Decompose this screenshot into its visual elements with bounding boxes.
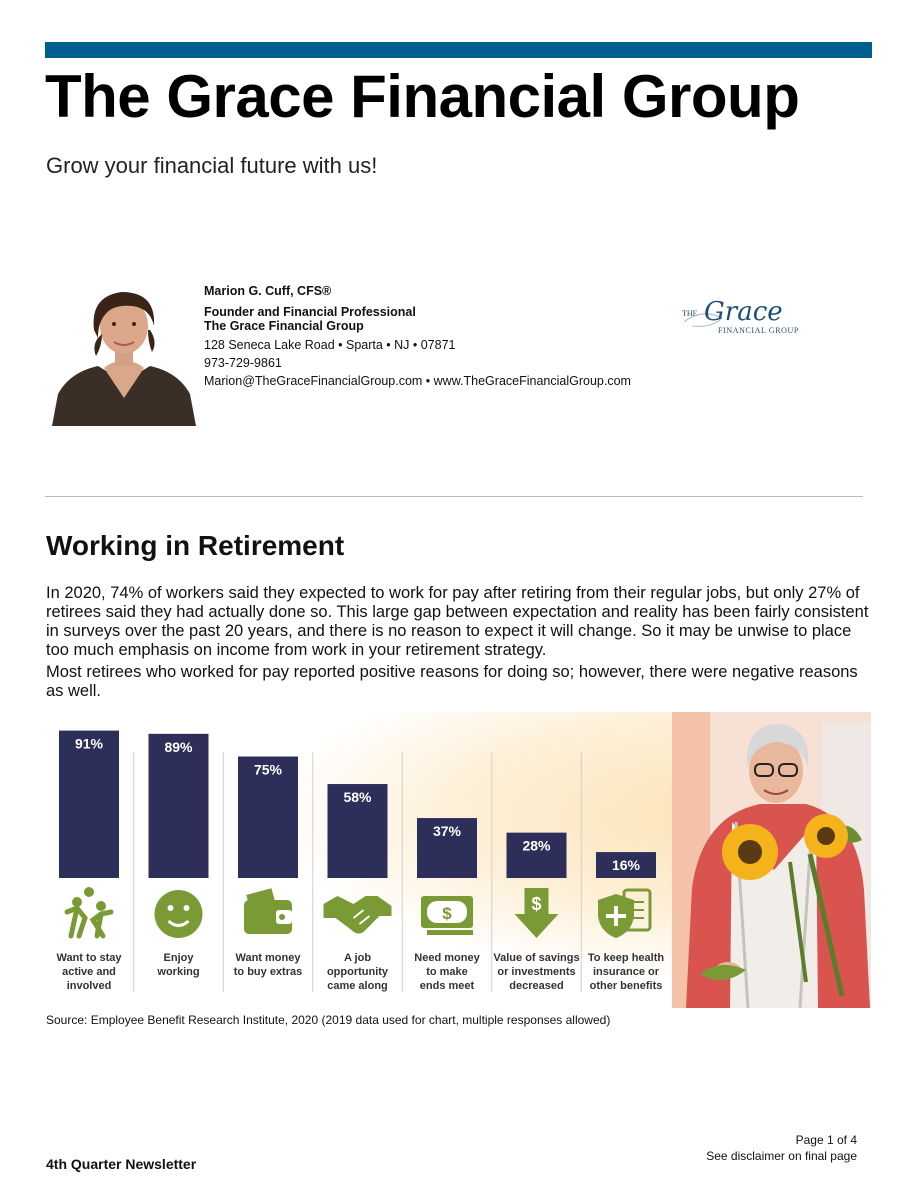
advisor-role: Founder and Financial Professional: [204, 305, 416, 319]
page-number: Page 1 of 4: [795, 1133, 857, 1147]
logo-subtitle: FINANCIAL GROUP: [718, 326, 799, 335]
article-title: Working in Retirement: [46, 530, 345, 561]
svg-text:$: $: [531, 894, 542, 914]
chart-category-label: Value of savings or investments decreased: [493, 952, 580, 992]
advisor-email-website[interactable]: Marion@TheGraceFinancialGroup.com • www.TheGraceFinancialGroup.com: [204, 374, 631, 388]
chart-value-label: 16%: [611, 857, 641, 874]
chart-figure: [46, 712, 871, 1008]
svg-text:$: $: [442, 904, 452, 923]
advisor-photo: [52, 286, 196, 426]
advisor-phone: 973-729-9861: [204, 356, 282, 370]
photo-woman-with-sunflowers: [672, 712, 871, 1008]
bar-chart: [46, 712, 871, 1008]
chart-bar: [149, 734, 209, 878]
chart-category-label: Enjoy working: [157, 952, 200, 978]
article-paragraph-2: Most retirees who worked for pay reported positive reasons for doing so; however, there were negative reasons as well.: [46, 663, 858, 700]
chart-value-label: 89%: [164, 738, 193, 755]
chart-value-label: 28%: [522, 837, 551, 854]
chart-value-label: 75%: [253, 761, 283, 778]
contact-block: [204, 283, 631, 390]
page-title: The Grace Financial Group: [45, 63, 800, 130]
article-paragraph-1: In 2020, 74% of workers said they expected to work for pay after retiring from their regular jobs, but only 27% of retirees said they had actually done so. This large gap between expectation and reality has been fairly consistent in surveys over the past 20 years, and there is no reason to expect it will change. So it may be unwise to place too much emphasis on income from work in your retirement strategy.: [46, 584, 869, 659]
company-logo: [682, 288, 818, 346]
chart-value-label: 58%: [343, 789, 372, 806]
section-divider: [45, 496, 863, 497]
logo-the: THE: [682, 309, 698, 318]
chart-category-label: To keep health insurance or other benefits: [587, 952, 665, 992]
chart-bar: [59, 731, 119, 878]
chart-category-label: A job opportunity came along: [326, 952, 389, 992]
disclaimer-note: See disclaimer on final page: [706, 1149, 857, 1163]
advisor-address: 128 Seneca Lake Road • Sparta • NJ • 07871: [204, 338, 456, 352]
smiley-icon: [155, 890, 203, 938]
chart-value-label: 37%: [432, 823, 462, 840]
logo-grace: Grace: [704, 297, 783, 327]
chart-source: Source: Employee Benefit Research Institute, 2020 (2019 data used for chart, multiple responses allowed): [46, 1013, 611, 1027]
chart-category-label: Want to stay active and involved: [56, 952, 122, 992]
tagline: Grow your financial future with us!: [46, 153, 378, 178]
chart-category-label: Need money to make ends meet: [414, 952, 480, 992]
newsletter-label: 4th Quarter Newsletter: [46, 1156, 197, 1172]
advisor-company: The Grace Financial Group: [204, 319, 364, 333]
chart-value-label: 91%: [74, 735, 104, 752]
advisor-name: Marion G. Cuff, CFS®: [204, 284, 332, 298]
chart-category-label: Want money to buy extras: [233, 952, 303, 978]
header-accent-bar: [45, 42, 872, 58]
